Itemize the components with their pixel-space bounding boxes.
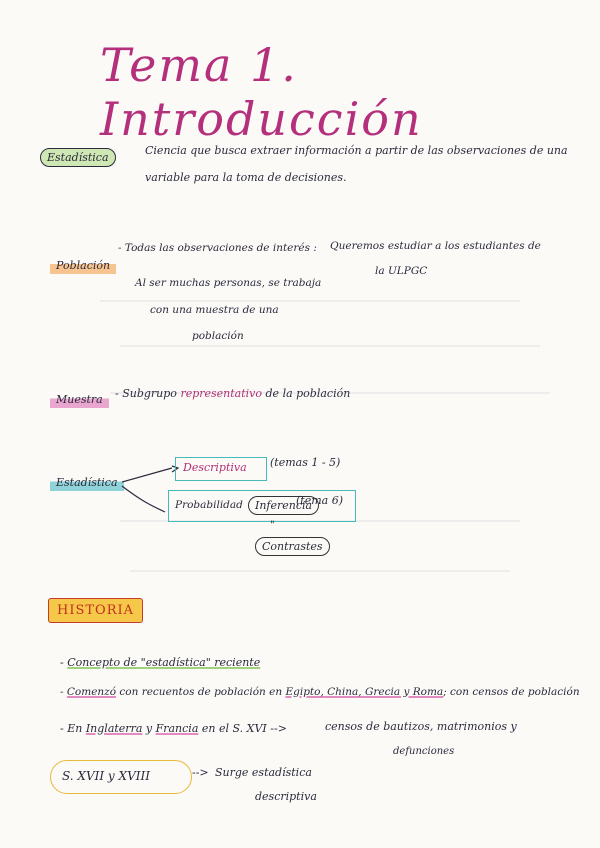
historia-item-3-result-line1: censos de bautizos, matrimonios y xyxy=(325,720,517,733)
historia-item-3-arrow: --> xyxy=(270,722,287,735)
historia-item-3-prefix: - En xyxy=(60,722,83,735)
item-dash: - xyxy=(60,656,68,669)
poblacion-example-line1: Queremos estudiar a los estudiantes de xyxy=(330,240,541,252)
historia-item-2 xyxy=(60,685,580,701)
historia-item-3-rest: en el S. XVI xyxy=(201,722,267,735)
descriptiva-note: (temas 1 - 5) xyxy=(270,456,341,469)
inferencia-note: (tema 6) xyxy=(296,494,343,507)
historia-tag: HISTORIA xyxy=(48,598,143,623)
historia-item-2-end: ; con censos de población xyxy=(443,686,580,698)
poblacion-example-line2: la ULPGC xyxy=(375,265,428,277)
estadistica-definition-line1: Ciencia que busca extraer información a partir de las observaciones de una xyxy=(145,144,568,157)
poblacion-note-line2: con una muestra de una xyxy=(150,304,279,316)
historia-item-2-places: Egipto, China, Grecia y Roma xyxy=(285,686,444,698)
historia-item-3-place2: Francia xyxy=(155,722,199,735)
estadistica-definition-line2: variable para la toma de decisiones. xyxy=(145,171,347,184)
historia-item-3-result-line2: defunciones xyxy=(393,746,455,757)
ditto-marks: " xyxy=(270,520,275,531)
estadistica-tag: Estadística xyxy=(40,148,116,167)
historia-item-3 xyxy=(60,721,287,738)
historia-item-4-centuries: S. XVII y XVIII xyxy=(62,769,150,783)
descriptiva-label: Descriptiva xyxy=(183,461,247,474)
inferencia-bubble: Inferencia xyxy=(248,496,319,515)
item-dash: - xyxy=(60,686,67,698)
poblacion-tag: Población xyxy=(50,257,116,274)
poblacion-note-line3: población xyxy=(192,330,244,342)
estadistica-types-tag: Estadística xyxy=(50,474,124,491)
historia-item-4-result-line2: descriptiva xyxy=(255,790,317,803)
historia-item-4-result-line1: Surge estadística xyxy=(215,766,312,779)
historia-item-3-place1: Inglaterra xyxy=(85,722,143,735)
contrastes-bubble: Contrastes xyxy=(255,537,330,556)
historia-item-4-arrow: --> xyxy=(192,766,209,779)
muestra-def-suffix: de la población xyxy=(265,387,351,400)
page-title: Tema 1. Introducción xyxy=(100,38,423,146)
historia-item-1-text: Concepto de "estadística" reciente xyxy=(67,656,261,669)
probabilidad-label: Probabilidad xyxy=(175,499,243,511)
historia-item-1 xyxy=(60,655,260,672)
historia-item-2-rest: con recuentos de población en xyxy=(119,686,283,698)
poblacion-definition: - Todas las observaciones de interés : xyxy=(118,242,317,254)
poblacion-note-line1: Al ser muchas personas, se trabaja xyxy=(135,277,322,289)
muestra-def-highlight: representativo xyxy=(180,387,263,400)
historia-item-2-underlined: Comenzó xyxy=(66,686,117,698)
muestra-tag: Muestra xyxy=(50,391,109,408)
historia-item-3-y: y xyxy=(145,722,153,735)
muestra-def-prefix: - Subgrupo xyxy=(115,387,177,400)
